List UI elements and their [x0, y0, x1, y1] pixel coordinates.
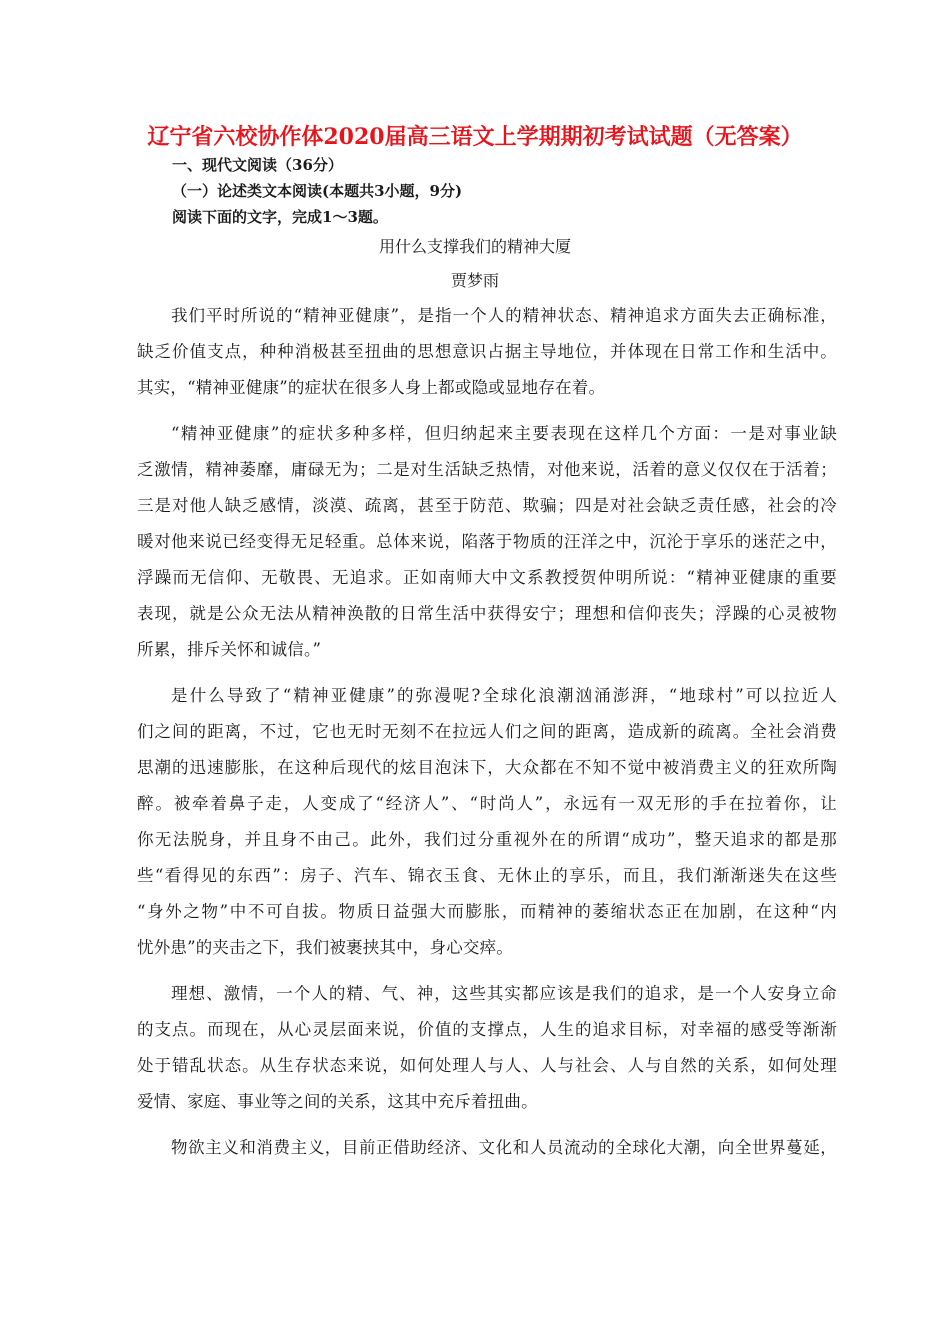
article-body [137, 298, 837, 1166]
document-title: 辽宁省六校协作体2020届高三语文上学期期初考试试题（无答案） [147, 124, 803, 150]
paragraph-line: 是什么导致了“精神亚健康”的弥漫呢?全球化浪潮汹涌澎湃，“地球村”可以拉近人 [171, 686, 837, 705]
paragraph-5 [137, 1130, 837, 1166]
paragraph-line: 处于错乱状态。从生存状态来说，如何处理人与人、人与社会、人与自然的关系，如何处理 [137, 1056, 837, 1075]
paragraph-line: 我们平时所说的“精神亚健康”，是指一个人的精神状态、精神追求方面失去正确标准， [171, 306, 837, 325]
article-title: 用什么支撑我们的精神大厦 [378, 237, 571, 256]
paragraph-line: 们之间的距离，不过，它也无时无刻不在拉远人们之间的距离，造成新的疏离。全社会消费 [137, 722, 837, 741]
paragraph-line: 理想、激情，一个人的精、气、神，这些其实都应该是我们的追求，是一个人安身立命 [171, 984, 837, 1003]
paragraph-line: 思潮的迅速膨胀，在这种后现代的炫目泡沫下，大众都在不知不觉中被消费主义的狂欢所陶 [137, 758, 837, 777]
paragraph-line: 你无法脱身，并且身不由己。此外，我们过分重视外在的所谓“成功”，整天追求的都是那 [137, 830, 837, 849]
paragraph-line: 所累，排斥关怀和诚信。” [137, 640, 322, 659]
paragraph-line: 的支点。而现在，从心灵层面来说，价值的支撑点，人生的追求目标，对幸福的感受等渐渐 [137, 1020, 837, 1039]
paragraph-line: 爱情、家庭、事业等之间的关系，这其中充斥着扭曲。 [137, 1092, 538, 1111]
paragraph-line: 物欲主义和消费主义，目前正借助经济、文化和人员流动的全球化大潮，向全世界蔓延， [171, 1138, 837, 1157]
paragraph-line: 缺乏价值支点，种种消极甚至扭曲的思想意识占据主导地位，并体现在日常工作和生活中。 [137, 342, 837, 361]
subsection-heading: （一）论述类文本阅读(本题共3小题，9分) [172, 182, 463, 200]
section-heading: 一、现代文阅读（36分） [172, 156, 343, 174]
paragraph-line: 乏激情，精神萎靡，庸碌无为；二是对生活缺乏热情，对他来说，活着的意义仅仅在于活着； [137, 460, 837, 479]
paragraph-line: 暖对他来说已经变得无足轻重。总体来说，陷落于物质的汪洋之中，沉沦于享乐的迷茫之中， [137, 532, 837, 551]
paragraph-line: 些“看得见的东西”：房子、汽车、锦衣玉食、无休止的享乐，而且，我们渐渐迷失在这些 [137, 866, 837, 885]
paragraph-4 [137, 976, 837, 1120]
paragraph-2 [137, 416, 837, 668]
paragraph-line: 其实，“精神亚健康”的症状在很多人身上都或隐或显地存在着。 [137, 378, 606, 397]
paragraph-line: “身外之物”中不可自拔。物质日益强大而膨胀，而精神的萎缩状态正在加剧，在这种“内 [137, 902, 837, 921]
paragraph-line: 表现，就是公众无法从精神涣散的日常生活中获得安宁；理想和信仰丧失；浮躁的心灵被物 [137, 604, 837, 623]
paragraph-line: 浮躁而无信仰、无敬畏、无追求。正如南师大中文系教授贺仲明所说：“精神亚健康的重要 [137, 568, 837, 587]
paragraph-line: “精神亚健康”的症状多种多样，但归纳起来主要表现在这样几个方面：一是对事业缺 [171, 424, 837, 443]
paragraph-line: 忧外患”的夹击之下，我们被裹挟其中，身心交瘁。 [137, 938, 514, 957]
paragraph-line: 三是对他人缺乏感情，淡漠、疏离，甚至于防范、欺骗；四是对社会缺乏责任感，社会的冷 [137, 496, 837, 515]
paragraph-line: 醉。被牵着鼻子走，人变成了“经济人”、“时尚人”，永远有一双无形的手在拉着你，让 [137, 794, 837, 813]
article-author: 贾梦雨 [450, 271, 499, 290]
paragraph-1 [137, 298, 837, 406]
reading-instruction: 阅读下面的文字，完成1～3题。 [172, 208, 388, 226]
paragraph-3 [137, 678, 837, 966]
